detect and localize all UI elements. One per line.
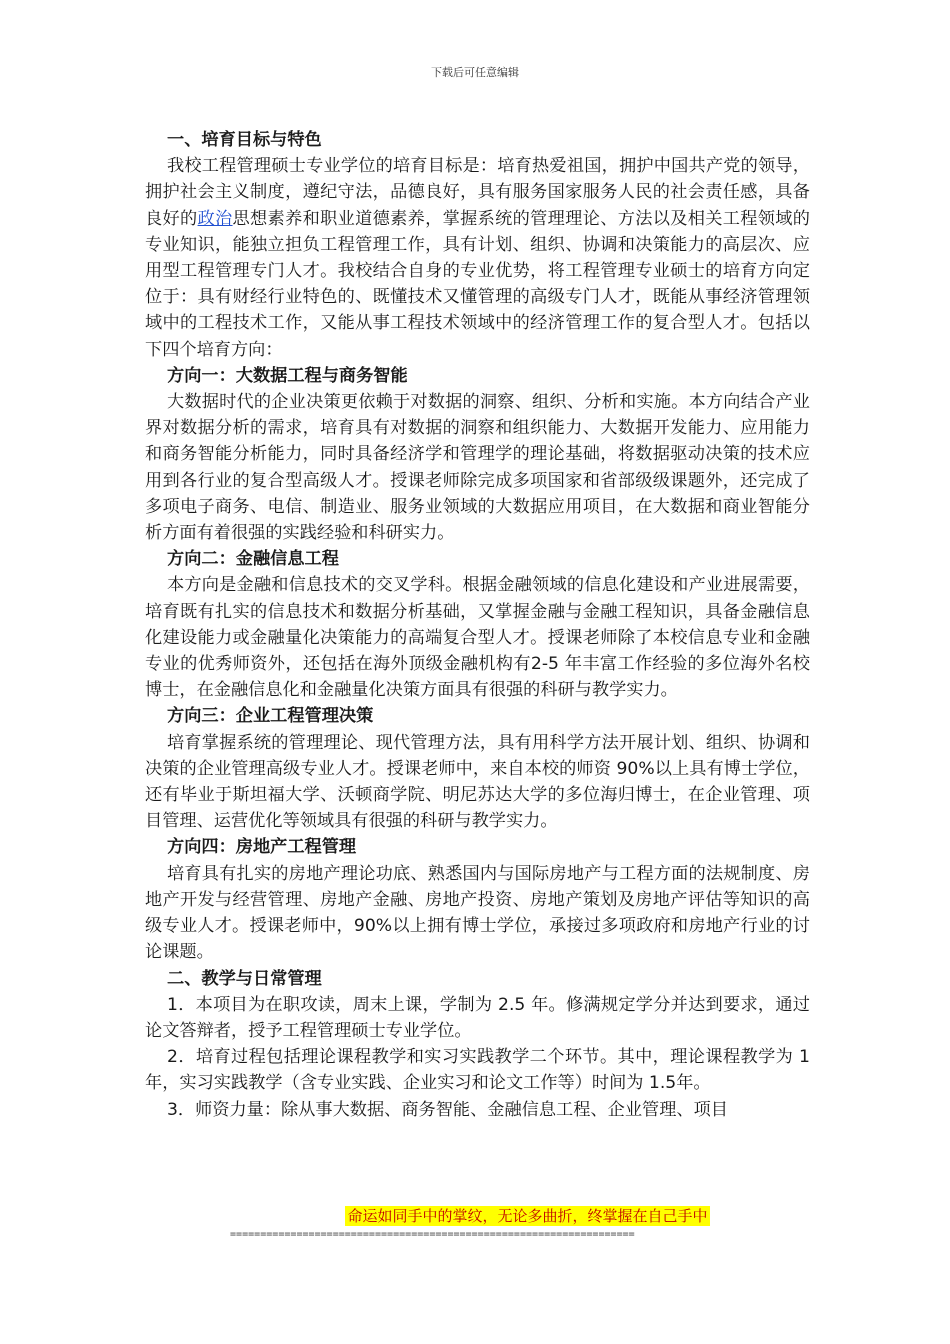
footer-motto: 命运如同手中的掌纹，无论多曲折，终掌握在自己手中	[347, 1207, 708, 1225]
section-1-intro	[145, 153, 810, 363]
intro-text-after-link: 思想素养和职业道德素养，掌握系统的管理理论、方法以及相关工程领域的专业知识，能独立担负工程管理工作，具有计划、组织、协调和决策能力的高层次、应用型工程管理专门人才。我校结合自身的专业优势，将工程管理专业硕士的培育方向定位于：具有财经行业特色的、既懂技术又懂管理的高级专门人才，既能从事经济管理领域中的工程技术工作，又能从事工程技术领域中的经济管理工作的复合型人才。包括以下四个培育方向：	[145, 208, 810, 360]
section-2-item-2: 2．培育过程包括理论课程教学和实习实践教学二个环节。其中，理论课程教学为 1 年，实习实践教学（含专业实践、企业实习和论文工作等）时间为 1.5年。	[145, 1047, 810, 1094]
section-2-title: 二、教学与日常管理	[167, 968, 322, 989]
section-2-item-1: 1．本项目为在职攻读，周末上课，学制为 2.5 年。修满规定学分并达到要求，通过论文答辩者，授予工程管理硕士专业学位。	[145, 994, 810, 1041]
intro-text-before-link: 我校工程管理硕士专业学位的培育目标是：培育热爱祖国，拥护中国共产党的领导，拥护社会主义制度，遵纪守法，品德良好，具有服务国家服务人民的社会责任感，具备良好的	[145, 156, 810, 229]
footer-motto-wrap	[0, 1206, 950, 1226]
document-body	[145, 127, 810, 1123]
direction-4-body: 培育具有扎实的房地产理论功底、熟悉国内与国际房地产与工程方面的法规制度、房地产开发与经营管理、房地产金融、房地产投资、房地产策划及房地产评估等知识的高级专业人才。授课老师中，90%以上拥有博士学位，承接过多项政府和房地产行业的讨论课题。	[145, 863, 810, 963]
footer-rule: ===================================================================	[230, 1229, 635, 1240]
direction-2-title: 方向二：金融信息工程	[167, 549, 339, 570]
direction-3-body: 培育掌握系统的管理理论、现代管理方法，具有用科学方法开展计划、组织、协调和决策的企业管理高级专业人才。授课老师中，来自本校的师资 90%以上具有博士学位，还有毕业于斯坦福大学、沃顿商学院、明尼苏达大学的多位海归博士，在企业管理、项目管理、运营优化等领域具有很强的科研与教学实力。	[145, 732, 810, 832]
section-1-title: 一、培育目标与特色	[167, 130, 322, 150]
direction-1-title: 方向一：大数据工程与商务智能	[167, 365, 408, 386]
direction-3-title: 方向三：企业工程管理决策	[167, 706, 374, 727]
politics-link[interactable]: 政治	[197, 208, 233, 229]
page-header: 下载后可任意编辑	[431, 66, 519, 79]
section-2-item-3: 3．师资力量：除从事大数据、商务智能、金融信息工程、企业管理、项目	[167, 1099, 728, 1120]
direction-1-body: 大数据时代的企业决策更依赖于对数据的洞察、组织、分析和实施。本方向结合产业界对数据分析的需求，培育具有对数据的洞察和组织能力、大数据开发能力、应用能力和商务智能分析能力，同时具备经济学和管理学的理论基础，将数据驱动决策的技术应用到各行业的复合型高级人才。授课老师除完成多项国家和省部级级课题外，还完成了多项电子商务、电信、制造业、服务业领域的大数据应用项目，在大数据和商业智能分析方面有着很强的实践经验和科研实力。	[145, 392, 810, 544]
direction-2-body: 本方向是金融和信息技术的交叉学科。根据金融领域的信息化建设和产业进展需要，培育既有扎实的信息技术和数据分析基础，又掌握金融与金融工程知识，具备金融信息化建设能力或金融量化决策能力的高端复合型人才。授课老师除了本校信息专业和金融专业的优秀师资外，还包括在海外顶级金融机构有2-5 年丰富工作经验的多位海外名校博士，在金融信息化和金融量化决策方面具有很强的科研与教学实力。	[145, 575, 810, 701]
direction-4-title: 方向四：房地产工程管理	[167, 837, 357, 858]
